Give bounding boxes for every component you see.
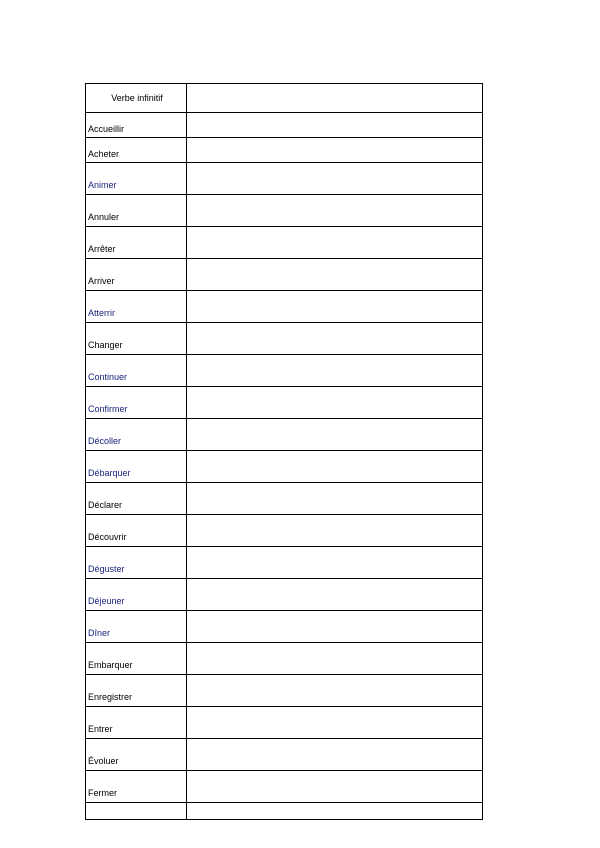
verb-cell: Animer bbox=[86, 163, 187, 195]
verb-cell: Évoluer bbox=[86, 739, 187, 771]
answer-cell bbox=[187, 803, 483, 820]
table-row-empty bbox=[86, 803, 483, 820]
table-row bbox=[86, 771, 483, 803]
answer-cell bbox=[187, 771, 483, 803]
answer-cell bbox=[187, 707, 483, 739]
table-row bbox=[86, 579, 483, 611]
answer-cell bbox=[187, 138, 483, 163]
verb-cell: Acheter bbox=[86, 138, 187, 163]
table-row bbox=[86, 675, 483, 707]
header-blank-cell bbox=[187, 84, 483, 113]
answer-cell bbox=[187, 259, 483, 291]
verb-cell: Continuer bbox=[86, 355, 187, 387]
answer-cell bbox=[187, 483, 483, 515]
answer-cell bbox=[187, 451, 483, 483]
verb-cell: Arrêter bbox=[86, 227, 187, 259]
answer-cell bbox=[187, 291, 483, 323]
answer-cell bbox=[187, 579, 483, 611]
header-row bbox=[86, 84, 483, 113]
verb-cell: Atterrir bbox=[86, 291, 187, 323]
answer-cell bbox=[187, 515, 483, 547]
answer-cell bbox=[187, 163, 483, 195]
answer-cell bbox=[187, 227, 483, 259]
table-row bbox=[86, 323, 483, 355]
table-row bbox=[86, 113, 483, 138]
verb-cell: Accueillir bbox=[86, 113, 187, 138]
answer-cell bbox=[187, 355, 483, 387]
answer-cell bbox=[187, 419, 483, 451]
table-row bbox=[86, 163, 483, 195]
answer-cell bbox=[187, 675, 483, 707]
verb-cell: Débarquer bbox=[86, 451, 187, 483]
verb-cell: Fermer bbox=[86, 771, 187, 803]
table-row bbox=[86, 138, 483, 163]
table-row bbox=[86, 611, 483, 643]
verb-cell: Arriver bbox=[86, 259, 187, 291]
table-row bbox=[86, 515, 483, 547]
table-row bbox=[86, 227, 483, 259]
answer-cell bbox=[187, 387, 483, 419]
empty-verb-cell bbox=[86, 803, 187, 820]
verb-cell: Décoller bbox=[86, 419, 187, 451]
verb-cell: Déjeuner bbox=[86, 579, 187, 611]
table-row bbox=[86, 483, 483, 515]
verb-cell: Déguster bbox=[86, 547, 187, 579]
verb-cell: Découvrir bbox=[86, 515, 187, 547]
verb-cell: Dîner bbox=[86, 611, 187, 643]
table-row bbox=[86, 547, 483, 579]
verb-cell: Annuler bbox=[86, 195, 187, 227]
table-row bbox=[86, 419, 483, 451]
table-row bbox=[86, 643, 483, 675]
verb-cell: Enregistrer bbox=[86, 675, 187, 707]
answer-cell bbox=[187, 323, 483, 355]
verb-cell: Embarquer bbox=[86, 643, 187, 675]
table-row bbox=[86, 259, 483, 291]
header-verb-infinitive: Verbe infinitif bbox=[86, 84, 187, 113]
verb-cell: Déclarer bbox=[86, 483, 187, 515]
verb-table bbox=[85, 83, 483, 820]
answer-cell bbox=[187, 113, 483, 138]
answer-cell bbox=[187, 195, 483, 227]
table-row bbox=[86, 451, 483, 483]
table-row bbox=[86, 707, 483, 739]
table-row bbox=[86, 291, 483, 323]
answer-cell bbox=[187, 739, 483, 771]
table-row bbox=[86, 355, 483, 387]
table-row bbox=[86, 195, 483, 227]
answer-cell bbox=[187, 643, 483, 675]
verb-cell: Confirmer bbox=[86, 387, 187, 419]
verb-cell: Changer bbox=[86, 323, 187, 355]
answer-cell bbox=[187, 611, 483, 643]
verb-cell: Entrer bbox=[86, 707, 187, 739]
table-row bbox=[86, 739, 483, 771]
answer-cell bbox=[187, 547, 483, 579]
table-row bbox=[86, 387, 483, 419]
